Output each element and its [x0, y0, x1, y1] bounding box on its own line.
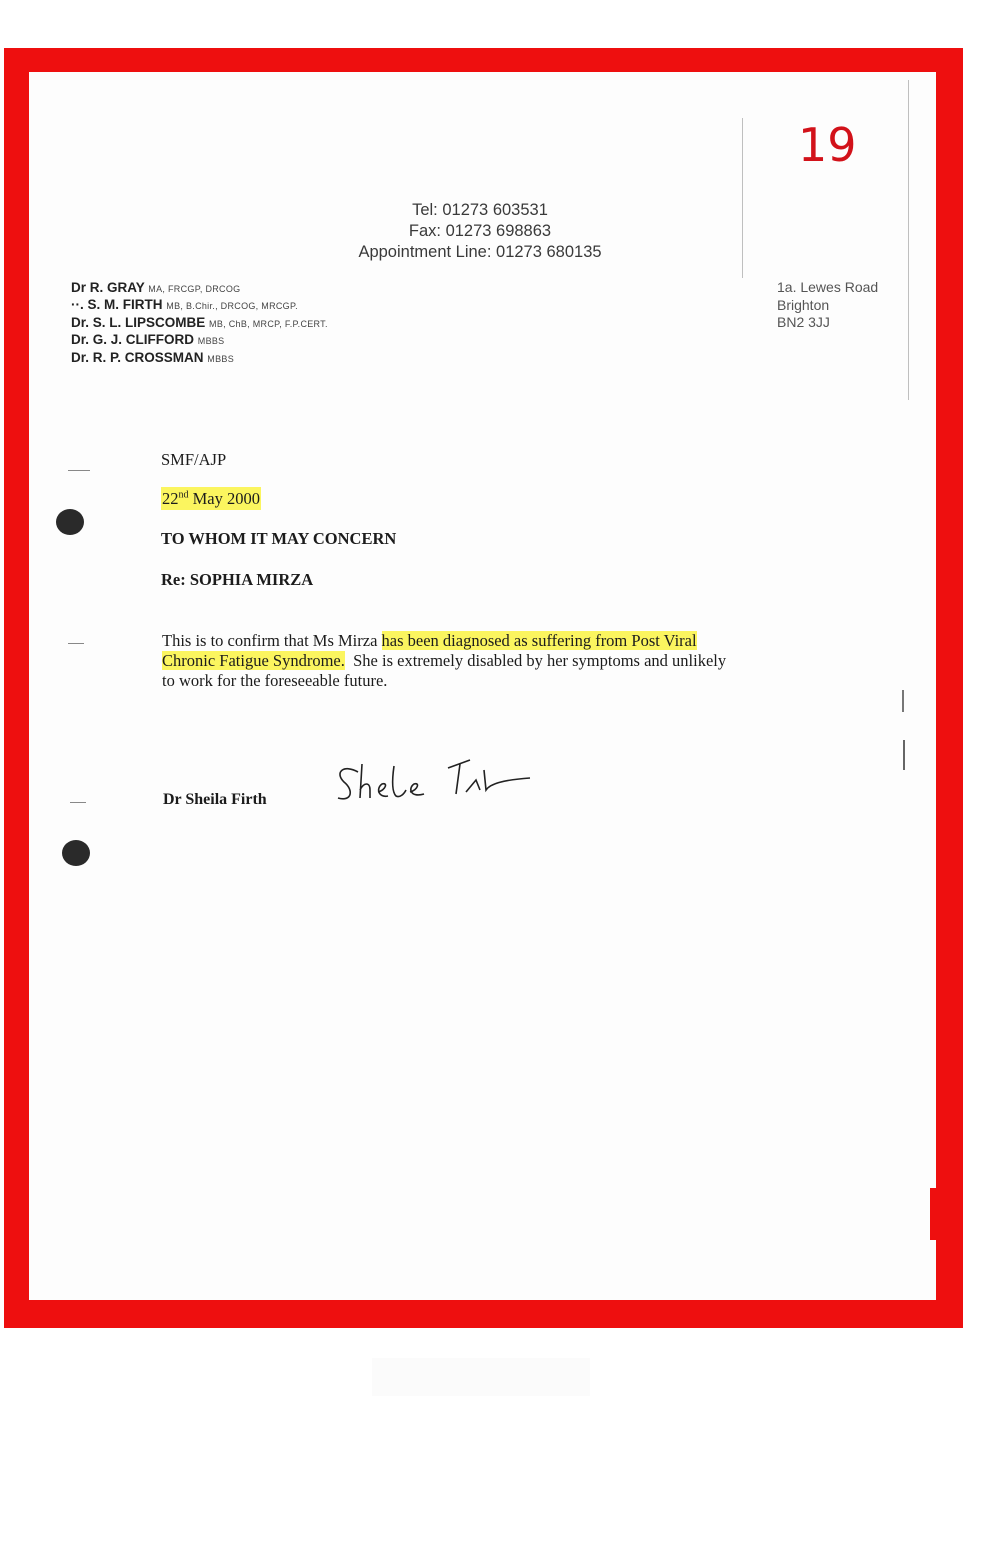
doctor-entry — [71, 350, 234, 365]
edge-mark — [903, 740, 905, 770]
doctor-entry — [71, 332, 225, 347]
date-highlight — [161, 487, 261, 510]
body-text: She is extremely disabled by her symptoms and unlikely — [344, 651, 727, 670]
salutation: TO WHOM IT MAY CONCERN — [161, 529, 397, 548]
date-rest: May 2000 — [188, 489, 260, 508]
doctor-qualifications: MB, B.Chir., DRCOG, MRCGP. — [166, 301, 298, 311]
highlighted-diagnosis: has been diagnosed as suffering from Post Viral — [381, 631, 697, 650]
letter-date — [161, 489, 261, 509]
signatory-name: Dr Sheila Firth — [163, 791, 267, 808]
edge-mark — [902, 690, 904, 712]
address-line: BN2 3JJ — [777, 314, 830, 330]
margin-tick — [68, 643, 84, 644]
reference: SMF/AJP — [161, 450, 227, 469]
handwritten-signature — [330, 750, 550, 810]
date-suffix: nd — [178, 489, 189, 501]
punch-hole — [56, 509, 84, 535]
doctor-qualifications: MB, ChB, MRCP, F.P.CERT. — [209, 319, 328, 329]
doctor-qualifications: MA, FRCGP, DRCOG — [148, 284, 241, 294]
body-line — [162, 631, 697, 651]
doctor-name: Dr. G. J. CLIFFORD — [71, 332, 195, 347]
doctor-entry — [71, 280, 240, 295]
body-line — [162, 651, 726, 671]
margin-tick — [70, 802, 86, 803]
address-line: Brighton — [777, 297, 830, 313]
margin-tick — [68, 470, 90, 471]
doctor-entry — [71, 315, 328, 330]
fold-line — [908, 80, 909, 400]
doctor-name: ··. S. M. FIRTH — [71, 297, 163, 312]
telephone: Tel: 01273 603531 — [412, 201, 548, 219]
doctor-name: Dr R. GRAY — [71, 280, 145, 295]
address-line: 1a. Lewes Road — [777, 279, 879, 295]
body-text: This is to confirm that Ms Mirza — [162, 631, 382, 650]
fax: Fax: 01273 698863 — [408, 222, 552, 240]
page-number: 19 — [798, 118, 857, 172]
doctor-name: Dr. R. P. CROSSMAN — [71, 350, 204, 365]
date-day: 22 — [162, 489, 179, 508]
doctor-entry — [71, 297, 298, 312]
highlighted-diagnosis: Chronic Fatigue Syndrome. — [162, 651, 345, 670]
doctor-qualifications: MBBS — [197, 336, 225, 346]
fold-line — [742, 118, 743, 278]
appointment-line: Appointment Line: 01273 680135 — [358, 243, 602, 261]
body-line: to work for the foreseeable future. — [162, 671, 388, 690]
punch-hole — [62, 840, 90, 866]
subject-line: Re: SOPHIA MIRZA — [161, 570, 314, 589]
doctor-name: Dr. S. L. LIPSCOMBE — [71, 315, 206, 330]
doctor-qualifications: MBBS — [207, 354, 235, 364]
